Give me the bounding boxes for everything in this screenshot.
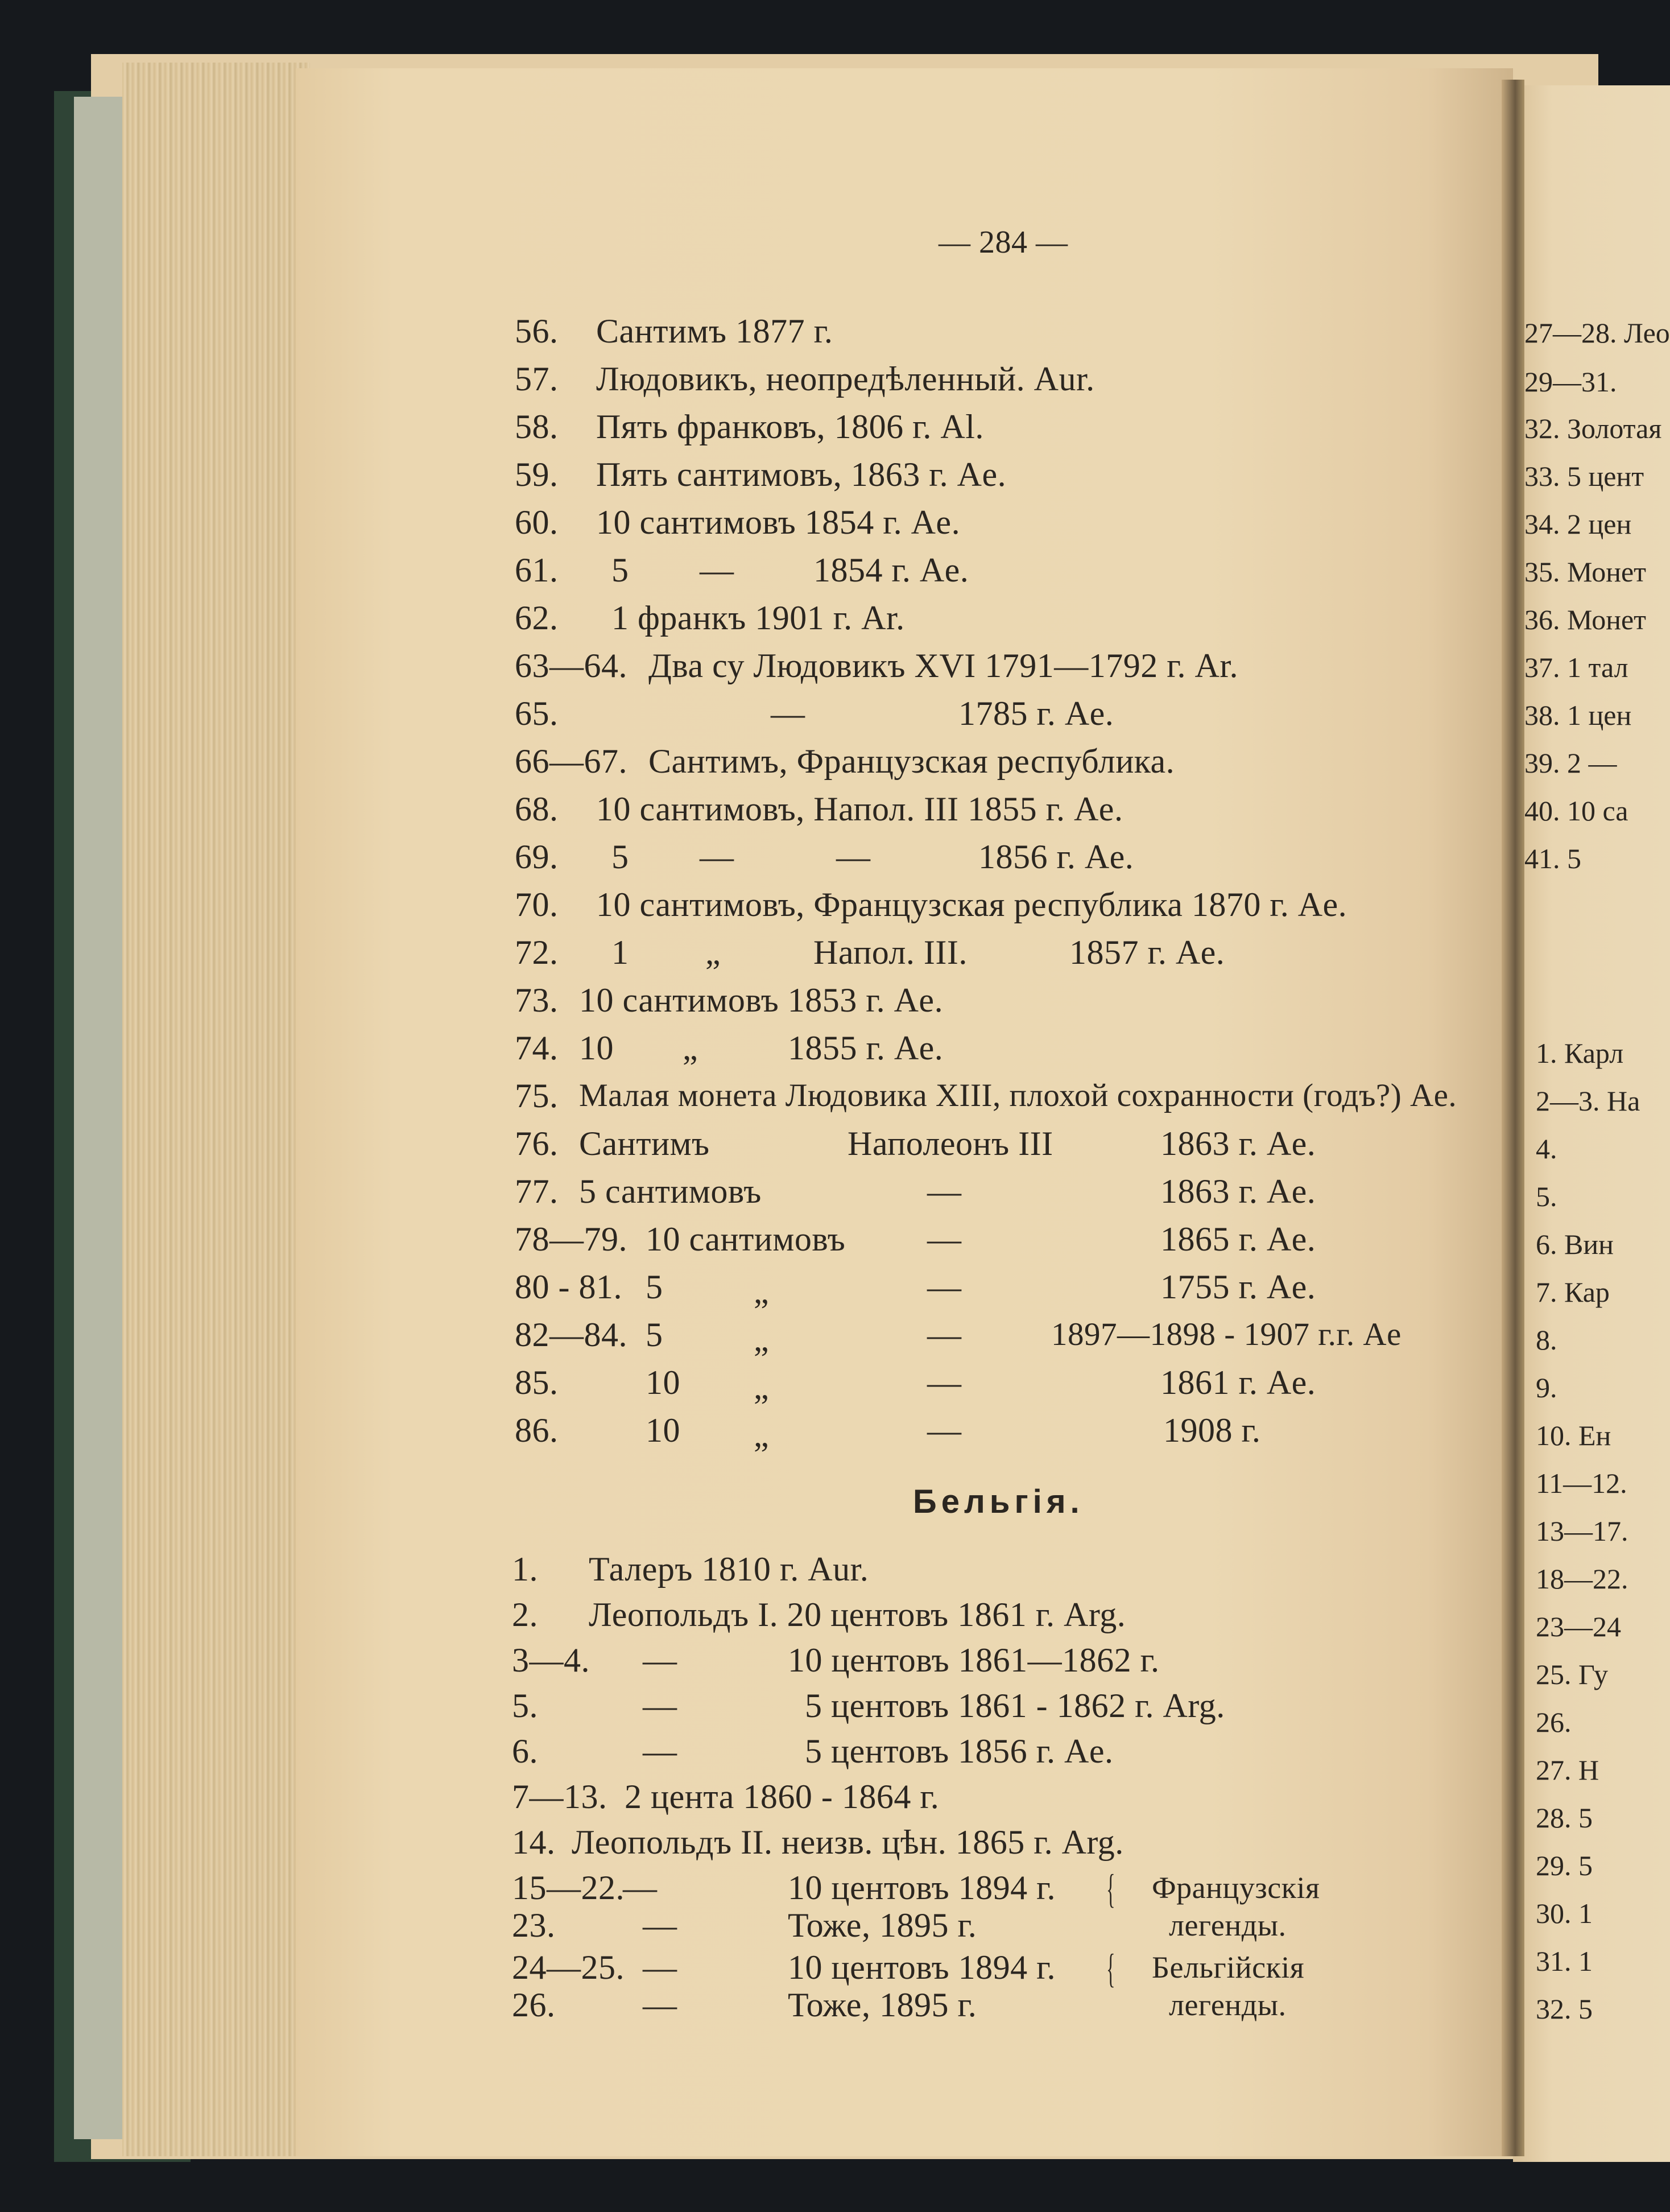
list-item-text: 10 сантимовъ, Напол. III 1855 г. Ae. — [596, 790, 1123, 828]
list-item-cell: Французскія — [1152, 1871, 1320, 1905]
list-item-cell: 1755 г. Ae. — [1160, 1268, 1316, 1306]
list-item-number: 7—13. — [512, 1778, 607, 1815]
list-item-cell: Леопольдъ I. 20 центовъ 1861 г. Arg. — [589, 1596, 1126, 1633]
right-page-line: 32. Золотая — [1524, 412, 1662, 444]
list-item-number: 65. — [515, 695, 559, 732]
right-page-line: 30. 1 — [1536, 1897, 1593, 1929]
list-item-cell: 1897—1898 - 1907 г.г. Ae — [1051, 1317, 1402, 1352]
list-item-cell: — — [643, 1641, 677, 1679]
page-stack-edges — [122, 63, 310, 2156]
list-item-number: 74. — [515, 1029, 559, 1067]
brace-glyph: { — [1106, 1866, 1115, 1912]
list-item-text: 1 франкъ 1901 г. Ar. — [611, 599, 905, 637]
right-page-line: 35. Монет — [1524, 556, 1647, 588]
list-item-cell: 10 центовъ 1861—1862 г. — [788, 1641, 1160, 1679]
list-item-cell: 1 — [611, 934, 629, 971]
right-page-line: 23—24 — [1536, 1611, 1621, 1643]
right-page-line: 25. Гу — [1536, 1658, 1609, 1690]
list-item-cell: „ — [754, 1273, 770, 1310]
right-page-line: 29. 5 — [1536, 1850, 1593, 1881]
list-item-number: 26. — [512, 1986, 556, 2024]
right-page-line: 27. Н — [1536, 1754, 1599, 1786]
list-item-text: Пять франковъ, 1806 г. Al. — [596, 408, 984, 445]
list-item-cell: Тоже, 1895 г. — [788, 1906, 977, 1944]
list-item-cell: — — [700, 838, 734, 876]
list-item-cell: — — [836, 838, 871, 876]
list-item-cell: — — [643, 1906, 677, 1944]
list-item-number: 59. — [515, 456, 559, 493]
right-page-line: 8. — [1536, 1324, 1557, 1356]
right-page-line: 31. 1 — [1536, 1945, 1593, 1977]
list-item-cell: — — [927, 1316, 962, 1353]
list-item-cell: — — [927, 1364, 962, 1401]
right-page-line: 9. — [1536, 1372, 1557, 1404]
list-item-number: 80 - 81. — [515, 1268, 622, 1306]
list-item-cell: легенды. — [1169, 1908, 1287, 1942]
list-item-number: 77. — [515, 1173, 559, 1210]
list-item-cell: — — [927, 1173, 962, 1210]
list-item-number: 72. — [515, 934, 559, 971]
right-page-line: 2—3. На — [1536, 1085, 1640, 1117]
list-item-text: Сантимъ, Французская республика. — [648, 742, 1175, 780]
list-item-number: 3—4. — [512, 1641, 590, 1679]
list-item-cell: 10 центовъ 1894 г. — [788, 1869, 1056, 1906]
list-item-number: 73. — [515, 981, 559, 1019]
right-page-line: 39. 2 — — [1524, 747, 1617, 779]
right-page-line: 27—28. Лео — [1524, 317, 1670, 349]
list-item-cell: 10 — [646, 1364, 680, 1401]
list-item-cell: 10 сантимовъ — [646, 1220, 846, 1258]
list-item-cell: Талеръ 1810 г. Aur. — [589, 1550, 869, 1588]
list-item-cell: 5 — [646, 1268, 663, 1306]
list-item-cell: 1785 г. Ae. — [958, 695, 1114, 732]
list-item-number: 75. — [515, 1077, 559, 1115]
list-item-number: 82—84. — [515, 1316, 627, 1353]
list-item-cell: 1854 г. Ae. — [813, 551, 969, 589]
list-item-cell: — — [927, 1220, 962, 1258]
right-page-line: 37. 1 тал — [1524, 651, 1628, 683]
list-item-number: 86. — [515, 1412, 559, 1449]
list-item-cell: 10 — [646, 1412, 680, 1449]
list-item-number: 1. — [512, 1550, 538, 1588]
list-item-number: 15—22. — [512, 1869, 625, 1906]
right-page-line: 5. — [1536, 1181, 1557, 1212]
list-item-cell: 2 цента 1860 - 1864 г. — [625, 1778, 940, 1815]
list-item-cell: Тоже, 1895 г. — [788, 1986, 977, 2024]
list-item-cell: 5 — [611, 838, 629, 876]
section-heading: Бельгія. — [913, 1483, 1084, 1520]
list-item-cell: Наполеонъ III — [848, 1125, 1053, 1162]
list-item-text: 10 сантимовъ 1853 г. Ae. — [579, 981, 944, 1019]
list-item-number: 14. — [512, 1823, 556, 1861]
list-item-cell: — — [927, 1412, 962, 1449]
brace-glyph: { — [1106, 1946, 1115, 1991]
right-page-line: 13—17. — [1536, 1515, 1628, 1547]
right-page-line: 40. 10 са — [1524, 795, 1628, 827]
list-item-cell: Леопольдъ II. неизв. цѣн. 1865 г. Arg. — [572, 1823, 1124, 1861]
right-page-line: 34. 2 цен — [1524, 508, 1632, 540]
right-page-line: 11—12. — [1536, 1467, 1627, 1499]
list-item-cell: 1908 г. — [1163, 1412, 1261, 1449]
right-page-line: 33. 5 цент — [1524, 460, 1644, 492]
list-item-cell: 5 — [646, 1316, 663, 1353]
page-number: — 284 — — [939, 225, 1068, 260]
list-item-cell: Сантимъ — [579, 1125, 710, 1162]
list-item-cell: 5 — [611, 551, 629, 589]
list-item-number: 61. — [515, 551, 559, 589]
list-item-cell: — — [643, 1732, 677, 1770]
list-item-cell: 5 центовъ 1856 г. Ae. — [805, 1732, 1114, 1770]
list-item-cell: „ — [683, 1029, 698, 1067]
list-item-cell: — — [643, 1687, 677, 1724]
list-item-number: 56. — [515, 312, 559, 350]
list-item-cell: — — [643, 1949, 677, 1986]
list-item-cell: „ — [754, 1416, 770, 1454]
list-item-cell: — — [927, 1268, 962, 1306]
list-item-cell: 5 сантимовъ — [579, 1173, 762, 1210]
book-gutter — [1502, 80, 1524, 2156]
list-item-cell: 1856 г. Ae. — [978, 838, 1134, 876]
list-item-number: 58. — [515, 408, 559, 445]
right-page-line: 28. 5 — [1536, 1802, 1593, 1834]
right-page-line: 18—22. — [1536, 1563, 1628, 1595]
list-item-number: 78—79. — [515, 1220, 627, 1258]
right-page-line: 10. Ен — [1536, 1419, 1611, 1451]
list-item-cell: 1861 г. Ae. — [1160, 1364, 1316, 1401]
right-page-line: 1. Карл — [1536, 1037, 1624, 1069]
list-item-cell: — — [771, 695, 805, 732]
list-item-cell: Напол. III. — [813, 934, 968, 971]
list-item-cell: „ — [705, 934, 721, 971]
list-item-text: Два су Людовикъ XVI 1791—1792 г. Ar. — [648, 647, 1239, 684]
list-item-cell: 5 центовъ 1861 - 1862 г. Arg. — [805, 1687, 1225, 1724]
list-item-cell: — — [623, 1869, 658, 1906]
right-page-line: 41. 5 — [1524, 843, 1581, 874]
list-item-cell: легенды. — [1169, 1988, 1287, 2022]
list-item-cell: Бельгійскія — [1152, 1950, 1305, 1984]
right-page-line: 32. 5 — [1536, 1993, 1593, 2025]
list-item-cell: 1855 г. Ae. — [788, 1029, 944, 1067]
list-item-number: 68. — [515, 790, 559, 828]
right-page-line: 26. — [1536, 1706, 1572, 1738]
right-page-line: 29—31. — [1524, 366, 1617, 398]
list-item-number: 60. — [515, 504, 559, 541]
list-item-cell: 1863 г. Ae. — [1160, 1173, 1316, 1210]
right-page-line: 38. 1 цен — [1524, 699, 1632, 731]
list-item-number: 85. — [515, 1364, 559, 1401]
list-item-text: Людовикъ, неопредѣленный. Aur. — [596, 360, 1095, 398]
list-item-cell: — — [643, 1986, 677, 2024]
right-page-line: 4. — [1536, 1133, 1557, 1165]
list-item-text: Пять сантимовъ, 1863 г. Ae. — [596, 456, 1007, 493]
list-item-text: 10 сантимовъ 1854 г. Ae. — [596, 504, 961, 541]
list-item-cell: 10 центовъ 1894 г. — [788, 1949, 1056, 1986]
list-item-text: Малая монета Людовика XIII, плохой сохранности (годъ?) Ae. — [579, 1078, 1457, 1113]
list-item-text: Сантимъ 1877 г. — [596, 312, 833, 350]
right-page-line: 7. Кар — [1536, 1276, 1610, 1308]
list-item-number: 63—64. — [515, 647, 627, 684]
list-item-number: 66—67. — [515, 742, 627, 780]
list-item-number: 24—25. — [512, 1949, 625, 1986]
cover-board-strip — [74, 97, 128, 2139]
list-item-number: 6. — [512, 1732, 538, 1770]
list-item-text: 10 сантимовъ, Французская республика 1870 г. Ae. — [596, 886, 1347, 923]
list-item-cell: 10 — [579, 1029, 614, 1067]
list-item-cell: „ — [754, 1320, 770, 1358]
right-page-line: 6. Вин — [1536, 1228, 1614, 1260]
list-item-cell: 1863 г. Ae. — [1160, 1125, 1316, 1162]
list-item-cell: — — [700, 551, 734, 589]
list-item-cell: 1865 г. Ae. — [1160, 1220, 1316, 1258]
right-page-line: 36. Монет — [1524, 604, 1647, 635]
list-item-number: 62. — [515, 599, 559, 637]
list-item-number: 2. — [512, 1596, 538, 1633]
list-item-number: 70. — [515, 886, 559, 923]
list-item-number: 5. — [512, 1687, 538, 1724]
list-item-number: 23. — [512, 1906, 556, 1944]
list-item-number: 57. — [515, 360, 559, 398]
list-item-number: 76. — [515, 1125, 559, 1162]
list-item-cell: „ — [754, 1368, 770, 1406]
list-item-cell: 1857 г. Ae. — [1069, 934, 1225, 971]
list-item-number: 69. — [515, 838, 559, 876]
